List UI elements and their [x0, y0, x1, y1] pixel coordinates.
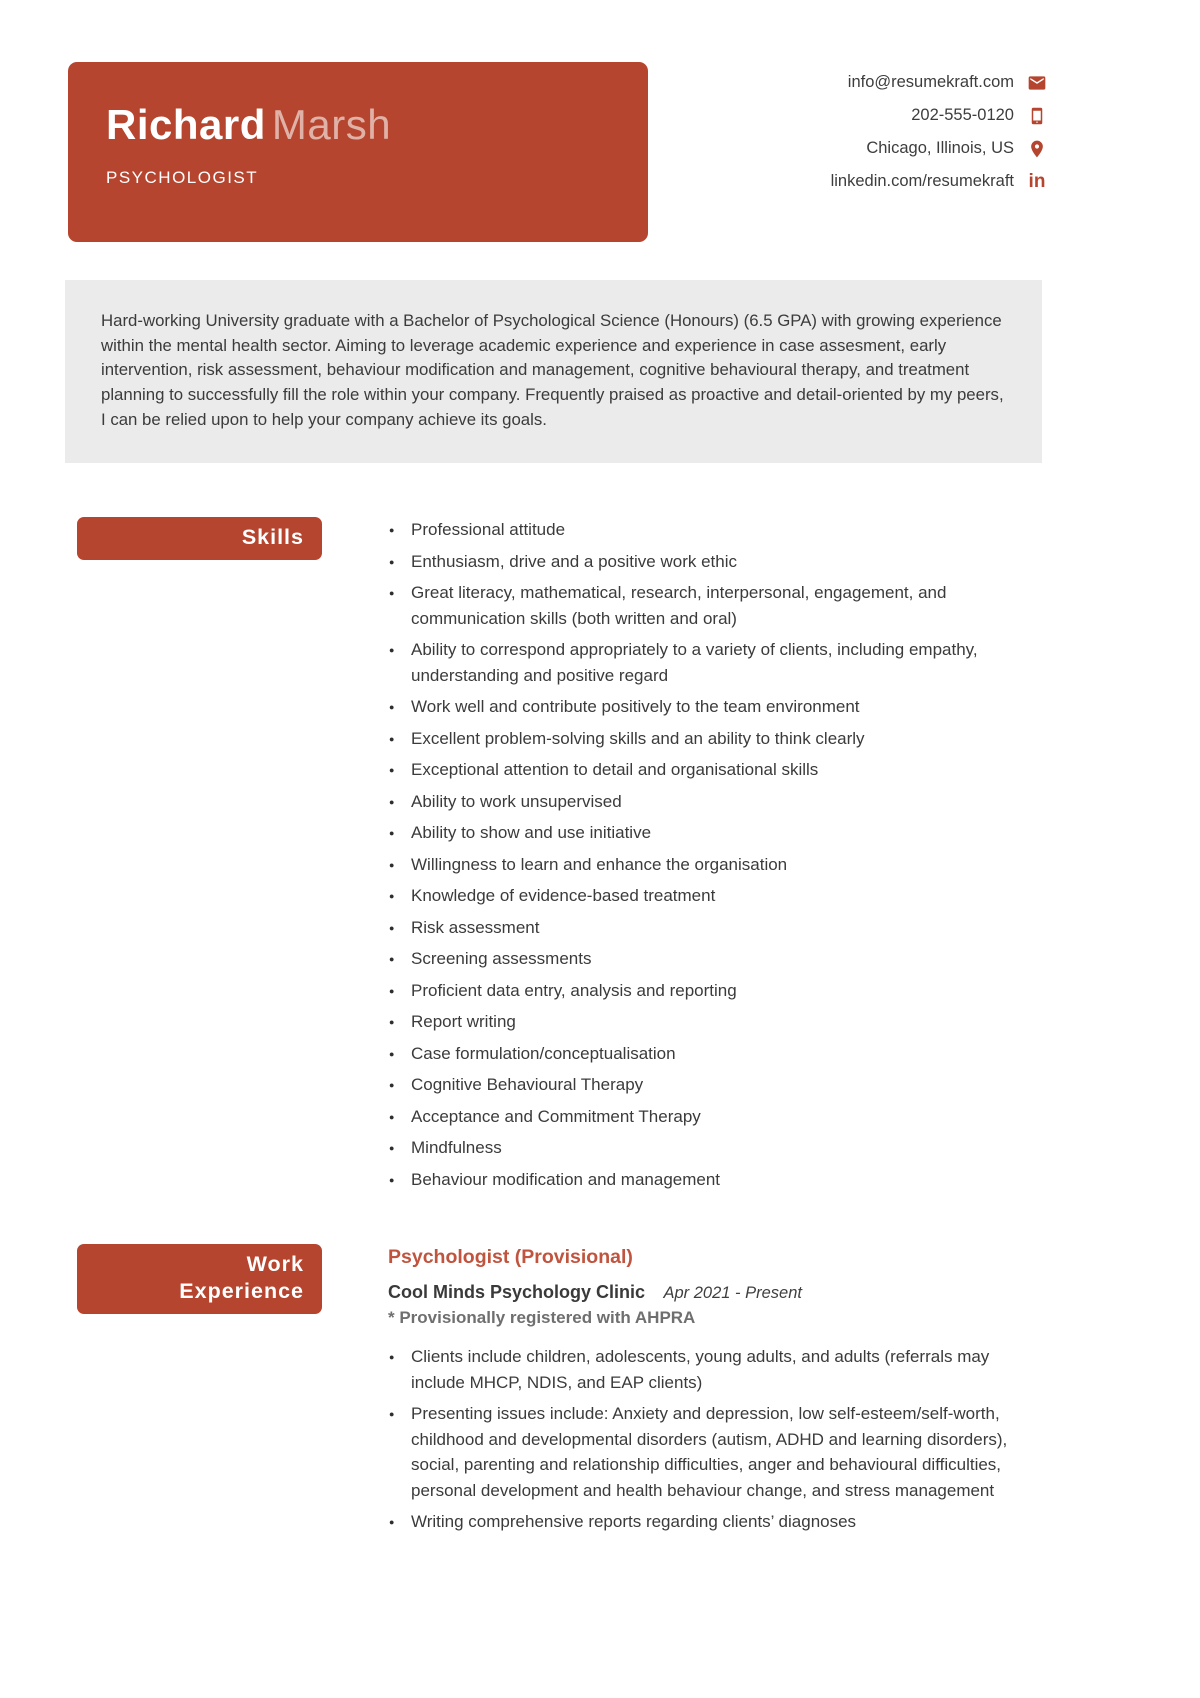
phone-icon: [1026, 105, 1048, 127]
skill-item: ● Mindfulness: [388, 1135, 1043, 1161]
skill-item: ● Risk assessment: [388, 915, 1043, 941]
skills-section: [0, 517, 1200, 1198]
person-job-title: PSYCHOLOGIST: [106, 168, 259, 188]
skill-item: ● Case formulation/conceptualisation: [388, 1041, 1043, 1067]
skill-item: ● Work well and contribute positively to the team environment: [388, 694, 1043, 720]
job-bullet-item: ● Writing comprehensive reports regarding clients’ diagnoses: [388, 1509, 1043, 1535]
location-icon: [1026, 138, 1048, 160]
job-dates: Apr 2021 - Present: [663, 1284, 802, 1303]
skill-item: ● Enthusiasm, drive and a positive work ethic: [388, 549, 1043, 575]
experience-label-text: Work Experience: [179, 1252, 304, 1304]
skill-item: ● Proficient data entry, analysis and reporting: [388, 978, 1043, 1004]
skills-content: [388, 517, 1043, 1198]
contact-phone-row: [831, 99, 1048, 132]
first-name: Richard: [106, 101, 266, 148]
skills-section-label: [77, 517, 322, 560]
last-name: Marsh: [271, 101, 392, 148]
summary-box: [65, 280, 1042, 463]
skill-item: ● Professional attitude: [388, 517, 1043, 543]
skill-item: ● Ability to work unsupervised: [388, 789, 1043, 815]
linkedin-icon: in: [1028, 171, 1046, 192]
skill-item: ● Cognitive Behavioural Therapy: [388, 1072, 1043, 1098]
contact-linkedin[interactable]: linkedin.com/resumekraft: [830, 172, 1014, 190]
experience-content: [388, 1244, 1043, 1541]
email-icon: [1026, 72, 1048, 94]
contact-email-row[interactable]: [831, 66, 1048, 99]
job-registration-note: * Provisionally registered with AHPRA: [388, 1308, 696, 1328]
skill-item: ● Report writing: [388, 1009, 1043, 1035]
skill-item: ● Acceptance and Commitment Therapy: [388, 1104, 1043, 1130]
contact-linkedin-row[interactable]: [831, 165, 1048, 198]
skill-item: ● Behaviour modification and management: [388, 1167, 1043, 1193]
skill-item: ● Ability to show and use initiative: [388, 820, 1043, 846]
skill-item: ● Great literacy, mathematical, research, interpersonal, engagement, and communication skills (both written and oral): [388, 580, 1043, 631]
skill-item: ● Exceptional attention to detail and organisational skills: [388, 757, 1043, 783]
experience-section: [0, 1244, 1200, 1541]
experience-label-column: [0, 1244, 322, 1314]
job-bullet-list: [388, 1344, 1043, 1535]
contact-phone: 202-555-0120: [911, 106, 1014, 124]
contact-location-row: [831, 132, 1048, 165]
job-bullet-item: ● Clients include children, adolescents, young adults, and adults (referrals may include MHCP, NDIS, and EAP clients): [388, 1344, 1043, 1395]
summary-text: Hard-working University graduate with a Bachelor of Psychological Science (Honours) (6.5 GPA) with growing experience within the mental health sector. Aiming to leverage academic experience and experience in case assesment, early intervention, risk assessment, behaviour modification and management, cognitive behavioural therapy, and treatment planning to successfully fill the role within your company. Frequently praised as proactive and detail-oriented by my peers, I can be relied upon to help your company achieve its goals.: [101, 311, 1004, 429]
name-box: [68, 62, 648, 242]
skills-list: [388, 517, 1043, 1192]
header: [0, 0, 1200, 242]
skill-item: ● Willingness to learn and enhance the organisation: [388, 852, 1043, 878]
skill-item: ● Knowledge of evidence-based treatment: [388, 883, 1043, 909]
person-name: [106, 102, 648, 148]
company-name: Cool Minds Psychology Clinic: [388, 1282, 646, 1303]
skill-item: ● Ability to correspond appropriately to a variety of clients, including empathy, understanding and positive regard: [388, 637, 1043, 688]
skills-label-text: Skills: [241, 525, 304, 550]
contact-email[interactable]: info@resumekraft.com: [847, 73, 1014, 91]
skill-item: ● Screening assessments: [388, 946, 1043, 972]
experience-section-label: [77, 1244, 322, 1314]
job-bullet-item: ● Presenting issues include: Anxiety and depression, low self-esteem/self-worth, childhood and developmental disorders (autism, ADHD and learning disorders), social, parenting and relationship difficulties, anger and behavioural difficulties, personal development and health behaviour change, and stress management: [388, 1401, 1043, 1503]
company-line: [388, 1282, 1043, 1303]
skills-label-column: [0, 517, 322, 560]
job-role: Psychologist (Provisional): [388, 1246, 633, 1269]
contact-location: Chicago, Illinois, US: [866, 139, 1014, 157]
contact-block: [831, 66, 1048, 198]
skill-item: ● Excellent problem-solving skills and an ability to think clearly: [388, 726, 1043, 752]
